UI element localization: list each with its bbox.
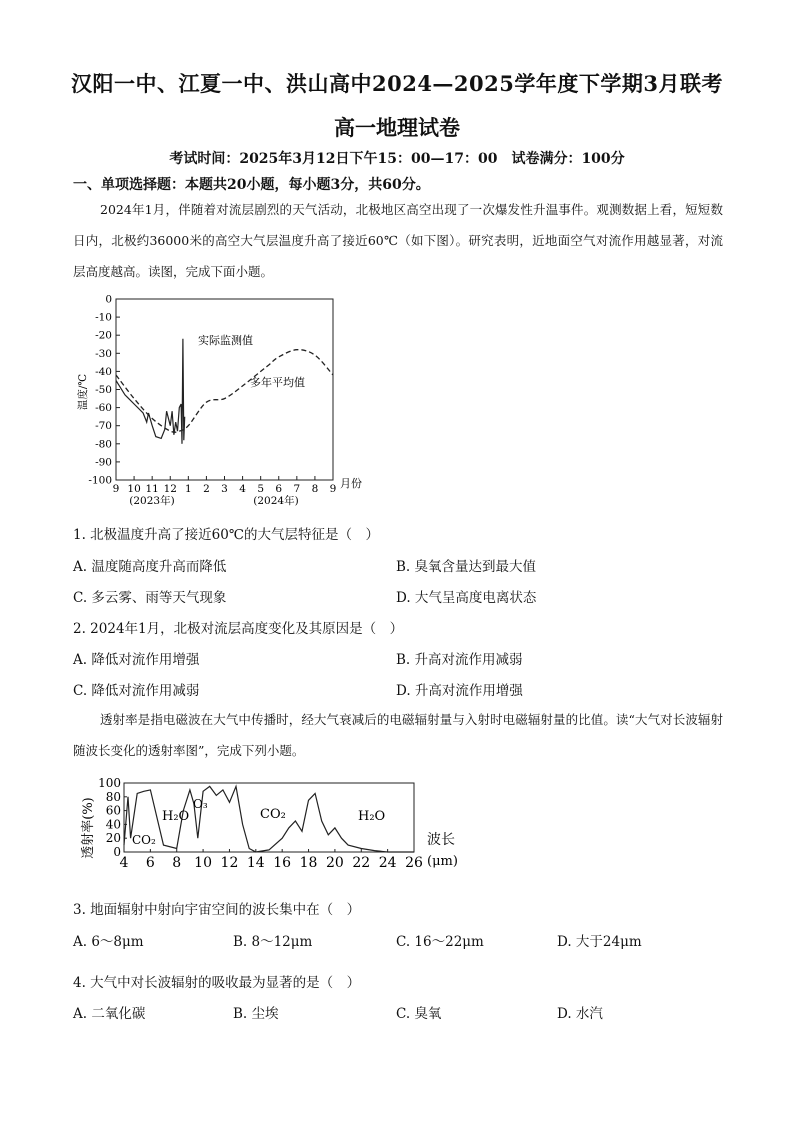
x-tick-label: 6 xyxy=(275,483,283,495)
y-tick-label-2: 20 xyxy=(105,831,121,846)
co2-label-left: CO₂ xyxy=(132,833,156,847)
x-tick-label-2: 18 xyxy=(299,855,318,871)
x-tick-label-2: 10 xyxy=(194,855,213,871)
exam-info: 考试时间：2025年3月12日下午15：00—17：00 试卷满分：100分 xyxy=(169,151,625,167)
y-tick-label-2: 0 xyxy=(113,845,121,859)
q2-option-a[interactable]: A. 降低对流作用增强 xyxy=(73,652,200,668)
section-heading: 一、单项选择题：本题共20小题，每小题3分，共60分。 xyxy=(73,177,430,193)
exam-title: 汉阳一中、江夏一中、洪山高中2024—2025学年度下学期3月联考 xyxy=(70,71,723,96)
actual-label: 实际监测值 xyxy=(198,334,253,347)
x-tick-label: 7 xyxy=(293,483,301,495)
q3-option-b[interactable]: B. 8～12μm xyxy=(233,934,313,950)
y-tick-label: -30 xyxy=(95,347,112,360)
q4-option-b[interactable]: B. 尘埃 xyxy=(233,1006,279,1022)
x-tick-label: 1 xyxy=(184,483,192,495)
x-tick-label: 9 xyxy=(329,483,337,495)
transmittance-chart xyxy=(78,772,478,877)
x-tick-label-2: 12 xyxy=(220,855,239,871)
x-tick-label: 3 xyxy=(221,483,228,495)
q2-option-d[interactable]: D. 升高对流作用增强 xyxy=(396,683,523,699)
x-tick-label-2: 6 xyxy=(145,855,155,871)
average-line xyxy=(116,350,333,433)
question-2-stem: 2. 2024年1月，北极对流层高度变化及其原因是（ ） xyxy=(73,621,404,637)
q2-option-b[interactable]: B. 升高对流作用减弱 xyxy=(396,652,523,668)
x-tick-label-2: 24 xyxy=(378,855,397,871)
y-tick-label-2: 40 xyxy=(105,817,121,832)
x-tick-label-2: 4 xyxy=(119,855,129,871)
x-tick-label: 12 xyxy=(163,483,177,495)
y-tick-label: 0 xyxy=(105,293,112,306)
y-tick-label: -10 xyxy=(95,311,112,324)
x-tick-label: 10 xyxy=(127,483,141,495)
y-tick-label: -60 xyxy=(95,402,112,415)
passage-2: 透射率是指电磁波在大气中传播时，经大气衰减后的电磁辐射量与入射时电磁辐射量的比值。读“大气对长波辐射随波长变化的透射率图”，完成下列小题。 xyxy=(73,712,723,758)
x-tick-label: 5 xyxy=(257,483,265,495)
y-tick-label: -100 xyxy=(88,474,112,487)
y-tick-label: -40 xyxy=(95,365,112,378)
x-tick-label: 9 xyxy=(112,483,120,495)
y-axis-label: 温度/℃ xyxy=(77,373,89,411)
x-axis-unit: 月份 xyxy=(340,477,362,490)
q3-option-c[interactable]: C. 16～22μm xyxy=(396,934,484,950)
plot-frame xyxy=(116,299,333,480)
y-tick-label: -90 xyxy=(95,456,112,469)
y-tick-label: -70 xyxy=(95,420,112,433)
y-tick-label-2: 80 xyxy=(105,789,121,804)
q1-option-a[interactable]: A. 温度随高度升高而降低 xyxy=(73,559,227,575)
y-axis-label-2: 透射率(%) xyxy=(81,797,96,859)
o3-label: O₃ xyxy=(193,797,208,811)
actual-line xyxy=(116,339,185,444)
q1-option-b[interactable]: B. 臭氧含量达到最大值 xyxy=(396,559,537,575)
x-axis-label-2: 波长 xyxy=(427,832,455,848)
y-tick-label-2: 100 xyxy=(98,776,121,790)
year-2023-label: (2023年) xyxy=(129,495,175,507)
x-tick-label-2: 20 xyxy=(325,855,344,871)
x-tick-label: 2 xyxy=(203,483,210,495)
y-tick-label-2: 60 xyxy=(105,803,121,818)
x-tick-label-2: 22 xyxy=(352,855,371,871)
x-tick-label-2: 16 xyxy=(273,855,292,871)
average-label: 多年平均值 xyxy=(250,376,305,389)
x-axis-unit-2: (μm) xyxy=(427,854,458,869)
h2o-label-left: H₂O xyxy=(162,809,190,824)
passage-1: 2024年1月，伴随着对流层剧烈的天气活动，北极地区高空出现了一次爆发性升温事件。观测数据上看，短短数日内，北极约36000米的高空大气层温度升高了接近60℃（如下图）。研究表明，近地面空气对流作用越显著，对流层高度越高。读图，完成下面小题。 xyxy=(73,202,723,279)
q4-option-c[interactable]: C. 臭氧 xyxy=(396,1006,442,1022)
year-2024-label: (2024年) xyxy=(253,495,299,507)
q3-option-d[interactable]: D. 大于24μm xyxy=(557,934,642,950)
q1-option-c[interactable]: C. 多云雾、雨等天气现象 xyxy=(73,590,227,606)
q4-option-d[interactable]: D. 水汽 xyxy=(557,1006,603,1022)
x-tick-label: 8 xyxy=(311,483,319,495)
x-tick-label-2: 14 xyxy=(246,855,265,871)
x-tick-label-2: 8 xyxy=(172,855,182,871)
y-tick-label: -80 xyxy=(95,438,112,451)
q2-option-c[interactable]: C. 降低对流作用减弱 xyxy=(73,683,200,699)
y-tick-label: -20 xyxy=(95,329,112,342)
exam-subtitle: 高一地理试卷 xyxy=(334,115,460,140)
x-tick-label-2: 26 xyxy=(405,855,423,871)
h2o-label-right: H₂O xyxy=(358,809,386,824)
temperature-chart xyxy=(72,288,362,513)
x-tick-label: 4 xyxy=(239,483,246,495)
co2-label-mid: CO₂ xyxy=(260,807,286,822)
question-3-stem: 3. 地面辐射中射向宇宙空间的波长集中在（ ） xyxy=(73,902,361,918)
y-tick-label: -50 xyxy=(95,384,112,396)
question-4-stem: 4. 大气中对长波辐射的吸收最为显著的是（ ） xyxy=(73,975,361,991)
question-1-stem: 1. 北极温度升高了接近60℃的大气层特征是（ ） xyxy=(73,527,379,543)
x-tick-label: 11 xyxy=(145,483,159,495)
q3-option-a[interactable]: A. 6～8μm xyxy=(73,934,144,950)
q4-option-a[interactable]: A. 二氧化碳 xyxy=(73,1006,146,1022)
q1-option-d[interactable]: D. 大气呈高度电离状态 xyxy=(396,590,537,606)
